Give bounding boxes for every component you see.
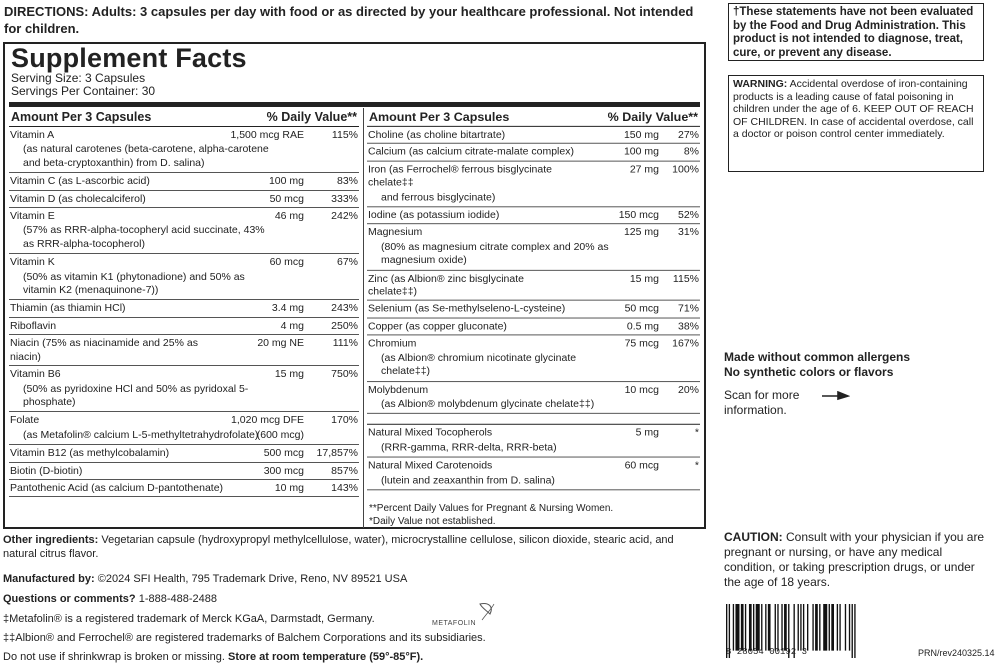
nutrient-name: Vitamin B12 (as methylcobalamin) [10,447,170,460]
other-ingredients-label: Other ingredients: [3,534,99,546]
nutrient-source: (as Metafolin® calcium L-5-methyltetrahydrofolate) [23,428,259,441]
nutrient-amount: 0.5 mg [626,320,659,333]
nutrient-source: (57% as RRR-alpha-tocopheryl acid succinate, 43% as RRR-alpha-tocopherol) [23,224,265,250]
nutrient-amount: 150 mcg [618,209,659,222]
group-gap [367,414,700,425]
nutrient-daily-value: 143% [331,481,358,494]
nutrient-row [367,301,700,318]
nutrient-amount: 75 mcg [624,337,659,350]
barcode-bar [812,604,813,651]
barcode-bar [756,604,760,651]
barcode-bar [819,604,820,651]
nutrient-sub-amount: (600 mcg) [256,428,304,441]
barcode-bar [761,604,762,651]
nutrient-name: Natural Mixed Tocopherols [368,427,493,439]
nutrient-row [9,173,359,190]
no-synthetic-claim: No synthetic colors or flavors [724,365,894,379]
dv-header: % Daily Value** [607,109,698,124]
allergen-free-claim: Made without common allergens [724,350,911,364]
nutrient-name: Molybdenum [368,383,429,396]
nutrient-amount: 4 mg [280,319,304,332]
nutrient-row [9,300,359,317]
nutrient-amount: 125 mg [623,226,659,239]
nutrient-source: (as Albion® chromium nicotinate glycinate chelate‡‡) [381,351,577,378]
nutrient-source: and ferrous bisglycinate) [381,191,496,203]
nutrient-amount: 300 mcg [263,464,304,477]
storage-temperature: Store at room temperature (59°-85°F). [228,651,424,663]
nutrient-daily-value: 243% [331,302,358,315]
barcode-bar [777,604,778,651]
warning-text: Accidental overdose of iron-containing products is a leading cause of fatal poisoning in children under the age of 6. KEEP OUT OF REACH OF CHILDREN. In case of accidental overdose, call a doctor or poison control center immediately. [733,78,974,140]
nutrient-amount: 5 mg [635,427,659,439]
barcode-bar [753,604,754,651]
barcode-bar [784,604,787,651]
nutrient-name: Biotin (D-biotin) [10,464,83,477]
supplement-facts-panel [3,42,706,529]
left-column-header [9,108,359,127]
nutrient-daily-value: 242% [331,210,358,223]
nutrient-daily-value: 71% [677,303,699,316]
amount-header: Amount Per 3 Capsules [11,110,152,124]
barcode-bar [741,604,744,651]
other-ingredients-text: Vegetarian capsule (hydroxypropyl methylcellulose, water), microcrystalline cellulose, silicon dioxide, stearic acid, and natural citrus flavor. [3,534,674,560]
nutrient-amount: 100 mg [268,175,304,188]
footnote-pregnant: **Percent Daily Values for Pregnant & Nursing Women. [369,503,614,515]
nutrient-row [9,463,359,480]
facts-title: Supplement Facts [11,43,247,73]
nutrient-daily-value: 20% [677,383,699,396]
barcode-bar [807,604,808,651]
nutrient-daily-value: 170% [331,414,358,427]
nutrient-name: Calcium (as calcium citrate-malate complex) [368,146,574,159]
nutrient-name: Folate [10,414,40,427]
barcode-bar [745,604,746,651]
nutrient-row [9,412,359,445]
nutrient-amount: 100 mg [623,146,659,159]
barcode-bar [765,604,766,651]
storage-warning: Do not use if shrinkwrap is broken or missing. [3,651,225,663]
facts-right-column [367,108,700,528]
directions: DIRECTIONS: Adults: 3 capsules per day with food or as directed by your healthcare professional. Not intended for children. [4,4,694,36]
nutrient-amount: 1,500 mcg RAE [230,129,304,141]
nutrient-daily-value: 27% [677,128,699,141]
nutrient-daily-value: 17,857% [316,447,358,460]
nutrient-source: (lutein and zeaxanthin from D. salina) [381,473,555,486]
trademark-metafolin: ‡Metafolin® is a registered trademark of Merck KGaA, Darmstadt, Germany. [3,613,375,625]
nutrient-daily-value: 857% [331,464,358,477]
phone-number: 1-888-488-2488 [138,593,217,605]
nutrient-amount: 50 mcg [269,192,304,205]
nutrient-daily-value: 750% [331,368,358,381]
manufactured-label: Manufactured by: [3,573,95,585]
nutrient-source: (50% as vitamin K1 (phytonadione) and 50% as vitamin K2 (menaquinone-7)) [23,270,245,297]
nutrient-row [367,458,700,491]
nutrient-row [367,271,700,302]
nutrient-row [9,445,359,462]
questions-label: Questions or comments? [3,593,136,605]
nutrient-name: Magnesium [368,226,423,239]
manufacturer [3,572,703,586]
nutrient-row [9,335,359,366]
footnote-dv: *Daily Value not established. [369,516,496,527]
note-gap [367,490,700,502]
nutrient-daily-value: 250% [331,319,358,332]
barcode-bar [800,604,801,651]
barcode-bar [815,604,818,651]
barcode-bar [781,604,782,651]
nutrient-amount: 60 mcg [624,459,659,472]
nutrient-row [367,127,700,144]
nutrient-name: Vitamin B6 [10,368,61,381]
caution-label: CAUTION: [724,530,783,544]
questions [3,592,703,606]
trademark-albion: ‡‡Albion® and Ferrochel® are registered trademarks of Balchem Corporations and its subsidiaries. [3,632,486,644]
nutrient-daily-value: 67% [336,256,358,269]
barcode-bar [803,604,804,651]
nutrient-row [367,161,700,207]
nutrient-name: Iodine (as potassium iodide) [368,209,500,222]
barcode-bar [845,604,846,651]
barcode-bar [798,604,799,651]
nutrient-row [367,144,700,161]
nutrient-name: Iron (as Ferrochel® ferrous bisglycinate chelate‡‡ [368,163,552,189]
nutrient-row [9,318,359,335]
revision-code: PRN/rev240325.14 [918,648,995,658]
nutrient-source: (RRR-gamma, RRR-delta, RRR-beta) [381,441,557,454]
nutrient-daily-value: 167% [672,337,699,350]
nutrient-daily-value: 52% [677,209,699,222]
nutrient-name: Vitamin C (as L-ascorbic acid) [10,175,150,188]
right-rows-group-1 [367,127,700,414]
right-column-header [367,108,700,127]
nutrient-amount: 10 mg [274,481,304,494]
nutrient-amount: 150 mg [623,128,659,141]
nutrient-name: Vitamin D (as cholecalciferol) [10,192,146,205]
caution-text: Consult with your physician if you are pregnant or nursing, or have any medical condition, or taking prescription drugs, or under the age of 18 years. [724,530,985,589]
warning-box [728,75,984,172]
nutrient-source: (80% as magnesium citrate complex and 20% as magnesium oxide) [381,240,609,267]
thick-divider [9,102,700,107]
nutrient-daily-value: 8% [683,146,699,159]
nutrient-row [9,208,359,254]
nutrient-amount: 46 mg [274,210,304,223]
nutrient-daily-value: 115% [672,272,699,285]
nutrient-name: Thiamin (as thiamin HCl) [10,302,126,315]
nutrient-name: Vitamin E [10,210,55,223]
barcode-digits: 8 28054 00192 3 [726,647,808,657]
nutrient-source: (as Albion® molybdenum glycinate chelate‡‡) [381,397,595,410]
barcode-bar [735,604,739,651]
nutrient-row [367,207,700,224]
barcode-bar [749,604,752,651]
nutrient-row [367,336,700,382]
nutrient-source: (50% as pyridoxine HCl and 50% as pyridoxal 5-phosphate) [23,382,249,408]
arrow-right-icon [822,391,850,401]
nutrient-row [367,225,700,271]
nutrient-name: Natural Mixed Carotenoids [368,459,493,472]
nutrient-name: Vitamin K [10,256,55,269]
metafolin-logo-text: METAFOLIN [432,620,477,627]
nutrient-amount: 15 mg [274,368,304,381]
barcode-bar [837,604,838,651]
nutrient-amount: 500 mcg [263,447,304,460]
scan-info: Scan for more information. [724,388,800,417]
nutrient-amount: 10 mcg [624,383,659,396]
nutrient-daily-value: 111% [332,337,358,350]
nutrient-row [9,127,359,173]
storage [3,650,703,664]
nutrient-daily-value: 38% [677,320,699,333]
nutrient-name: Choline (as choline bitartrate) [368,128,506,141]
barcode-bar [768,604,771,651]
fda-statement-box: †These statements have not been evaluated by the Food and Drug Administration. This product is not intended to diagnose, treat, cure, or prevent any disease. [728,3,984,61]
barcode-bar [831,604,834,651]
other-ingredients [3,533,703,561]
manufactured-text: ©2024 SFI Health, 795 Trademark Drive, Reno, NV 89521 USA [97,573,408,585]
barcode-bar [849,604,850,651]
nutrient-amount: 60 mcg [269,256,304,269]
nutrient-daily-value: * [694,459,699,472]
nutrient-daily-value: 83% [336,175,358,188]
nutrient-row [367,318,700,335]
nutrient-daily-value: 100% [672,163,699,176]
barcode-bar [823,604,827,651]
barcode-bar [839,604,840,651]
nutrient-name: Chromium [368,337,417,350]
nutrient-amount: 3.4 mg [271,302,304,315]
caution-box [724,530,986,590]
servings-per-container: Servings Per Container: 30 [11,84,156,98]
warning-label: WARNING: [733,78,788,90]
barcode-bar [829,604,830,651]
nutrient-daily-value: 115% [331,129,358,141]
metafolin-logo [432,600,504,630]
nutrient-row [9,254,359,300]
nutrient-name: Niacin (75% as niacinamide and 25% as niacin) [10,337,198,363]
nutrient-row [9,366,359,412]
nutrient-amount: 50 mcg [624,303,659,316]
nutrient-row [9,191,359,208]
serving-info [11,72,155,98]
serving-size: Serving Size: 3 Capsules [11,71,146,85]
nutrient-daily-value: 31% [677,226,699,239]
allergen-claims [724,350,910,380]
nutrient-name: Pantothenic Acid (as calcium D-pantothenate) [10,481,224,494]
nutrient-name: Vitamin A [10,129,55,141]
nutrient-row [367,382,700,415]
barcode-bar [775,604,776,651]
nutrient-name: Copper (as copper gluconate) [368,320,507,333]
nutrient-amount: 27 mg [629,163,659,176]
amount-header: Amount Per 3 Capsules [369,109,510,124]
dv-header: % Daily Value** [266,110,357,124]
nutrient-source: (as natural carotenes (beta-carotene, alpha-carotene and beta-cryptoxanthin) from D. salina) [23,143,269,169]
nutrient-row [9,480,359,497]
nutrient-name: Riboflavin [10,319,57,332]
nutrient-name: Selenium (as Se-methylseleno-L-cysteine) [368,303,566,316]
right-rows-group-2 [367,425,700,490]
nutrient-row [367,425,700,458]
nutrient-amount: 20 mg NE [257,337,304,350]
facts-left-column [9,108,359,497]
nutrient-daily-value: * [694,427,699,439]
nutrient-amount: 1,020 mcg DFE [231,414,304,427]
nutrient-amount: 15 mg [629,272,659,285]
nutrient-name: Zinc (as Albion® zinc bisglycinate chelate‡‡) [368,272,524,298]
column-divider [363,108,364,528]
nutrient-daily-value: 333% [331,192,358,205]
barcode-bar [733,604,734,651]
